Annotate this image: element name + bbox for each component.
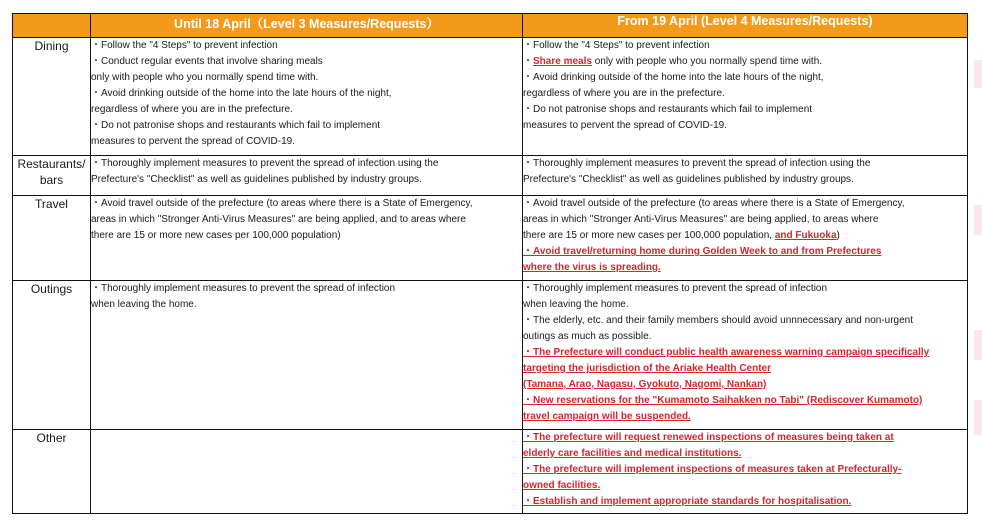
highlighted-text: ・The Prefecture will conduct public health awareness warning campaign specifically	[523, 347, 930, 358]
measure-line	[91, 134, 522, 150]
measure-line	[523, 281, 967, 297]
measure-line	[523, 494, 967, 510]
highlighted-text: ・Establish and implement appropriate standards for hospitalisation.	[523, 496, 852, 507]
text-segment: ・Avoid drinking outside of the home into the late hours of the night,	[523, 72, 824, 83]
highlighted-text: owned facilities.	[523, 480, 601, 491]
measure-line	[523, 462, 967, 478]
highlighted-text: elderly care facilities and medical institutions.	[523, 448, 742, 459]
table-row	[13, 281, 968, 430]
measure-line	[91, 212, 522, 228]
measure-line	[523, 446, 967, 462]
measure-line	[91, 196, 522, 212]
text-segment: ・Avoid travel outside of the prefecture (to areas where there is a State of Emergency,	[91, 198, 473, 209]
highlighted-text: Share meals	[533, 56, 592, 67]
measure-line	[523, 313, 967, 329]
text-segment: outings as much as possible.	[523, 331, 652, 342]
measure-line	[523, 228, 967, 244]
table-row	[13, 196, 968, 281]
right-edge-strip	[974, 0, 982, 529]
text-segment: ・Follow the "4 Steps" to prevent infection	[523, 40, 710, 51]
measure-line	[523, 212, 967, 228]
until-measures-cell	[91, 156, 523, 196]
measure-line	[523, 38, 967, 54]
category-cell: Other	[13, 430, 91, 514]
text-segment: )	[836, 230, 840, 241]
text-segment: only with people who you normally spend time with.	[591, 56, 823, 67]
text-segment: ・	[523, 56, 533, 67]
measure-line	[523, 297, 967, 313]
measure-line	[91, 281, 522, 297]
measure-line	[523, 478, 967, 494]
until-measures-cell	[91, 196, 523, 281]
text-segment: ・Thoroughly implement measures to prevent the spread of infection	[523, 283, 828, 294]
text-segment: ・Do not patronise shops and restaurants which fail to implement	[523, 104, 813, 115]
measure-line	[523, 260, 967, 276]
text-segment: there are 15 or more new cases per 100,000 population)	[91, 230, 341, 241]
until-measures-cell	[91, 430, 523, 514]
measure-line	[91, 86, 522, 102]
measure-line	[91, 172, 522, 188]
measure-line	[523, 172, 967, 188]
highlighted-text: ・The prefecture will request renewed inspections of measures being taken at	[523, 432, 894, 443]
measures-comparison-table	[12, 13, 968, 514]
category-cell: Outings	[13, 281, 91, 430]
highlighted-text: ・Avoid travel/returning home during Golden Week to and from Prefectures	[523, 246, 882, 257]
text-segment: ・Thoroughly implement measures to prevent the spread of infection using the	[523, 158, 871, 169]
measure-line	[523, 196, 967, 212]
highlighted-text: and Fukuoka	[774, 230, 837, 241]
text-segment: regardless of where you are in the prefecture.	[91, 104, 293, 115]
measure-line	[523, 393, 967, 409]
measure-line	[91, 70, 522, 86]
table-row	[13, 430, 968, 514]
from-measures-cell	[523, 38, 968, 156]
measure-line	[91, 38, 522, 54]
text-segment: ・The elderly, etc. and their family members should avoid unnnecessary and non-urgent	[523, 315, 914, 326]
header-category	[13, 14, 91, 38]
table-row	[13, 38, 968, 156]
highlighted-text: where the virus is spreading.	[523, 262, 661, 273]
table-row	[13, 156, 968, 196]
from-measures-cell	[523, 196, 968, 281]
category-cell: Restaurants/ bars	[13, 156, 91, 196]
measure-line	[91, 156, 522, 172]
text-segment: only with people who you normally spend time with.	[91, 72, 319, 83]
measure-line	[91, 297, 522, 313]
measure-line	[523, 430, 967, 446]
highlighted-text: (Tamana, Arao, Nagasu, Gyokuto, Nagomi, Nankan)	[523, 379, 767, 390]
measure-line	[91, 54, 522, 70]
text-segment: when leaving the home.	[523, 299, 629, 310]
header-from-19-april: From 19 April (Level 4 Measures/Requests)	[523, 14, 968, 38]
measure-line	[523, 361, 967, 377]
highlighted-text: ・New reservations for the "Kumamoto Saihakken no Tabi" (Rediscover Kumamoto)	[523, 395, 923, 406]
measure-line	[523, 244, 967, 260]
measure-line	[523, 102, 967, 118]
from-measures-cell	[523, 281, 968, 430]
text-segment: ・Avoid travel outside of the prefecture (to areas where there is a State of Emergency,	[523, 198, 905, 209]
text-segment: measures to pervent the spread of COVID-19.	[91, 136, 295, 147]
from-measures-cell	[523, 430, 968, 514]
from-measures-cell	[523, 156, 968, 196]
category-cell: Travel	[13, 196, 91, 281]
text-segment: there are 15 or more new cases per 100,000 population,	[523, 230, 775, 241]
measure-line	[523, 118, 967, 134]
text-segment: ・Avoid drinking outside of the home into the late hours of the night,	[91, 88, 392, 99]
measure-line	[523, 409, 967, 425]
text-segment: ・Do not patronise shops and restaurants which fail to implement	[91, 120, 381, 131]
measure-line	[91, 228, 522, 244]
measure-line	[91, 102, 522, 118]
header-until-18-april: Until 18 April（Level 3 Measures/Requests）	[91, 14, 523, 38]
category-cell: Dining	[13, 38, 91, 156]
text-segment: when leaving the home.	[91, 299, 197, 310]
measure-line	[91, 118, 522, 134]
highlighted-text: travel campaign will be suspended.	[523, 411, 691, 422]
text-segment: measures to pervent the spread of COVID-19.	[523, 120, 727, 131]
measure-line	[523, 329, 967, 345]
header-row	[13, 14, 968, 38]
measure-line	[523, 54, 967, 70]
measure-line	[523, 86, 967, 102]
text-segment: regardless of where you are in the prefecture.	[523, 88, 725, 99]
text-segment: areas in which "Stronger Anti-Virus Measures" are being applied, to areas where	[523, 214, 879, 225]
highlighted-text: ・The prefecture will implement inspections of measures taken at Prefecturally-	[523, 464, 902, 475]
text-segment: areas in which "Stronger Anti-Virus Measures" are being applied, and to areas where	[91, 214, 466, 225]
text-segment: Prefecture's "Checklist" as well as guidelines published by industry groups.	[523, 174, 854, 185]
text-segment: Prefecture's "Checklist" as well as guidelines published by industry groups.	[91, 174, 422, 185]
text-segment: ・Conduct regular events that involve sharing meals	[91, 56, 323, 67]
measure-line	[523, 70, 967, 86]
measure-line	[523, 345, 967, 361]
measure-line	[523, 156, 967, 172]
text-segment: ・Thoroughly implement measures to prevent the spread of infection using the	[91, 158, 439, 169]
measure-line	[523, 377, 967, 393]
text-segment: ・Thoroughly implement measures to prevent the spread of infection	[91, 283, 396, 294]
until-measures-cell	[91, 38, 523, 156]
until-measures-cell	[91, 281, 523, 430]
highlighted-text: targeting the jurisdiction of the Ariake Health Center	[523, 363, 771, 374]
text-segment: ・Follow the "4 Steps" to prevent infection	[91, 40, 278, 51]
